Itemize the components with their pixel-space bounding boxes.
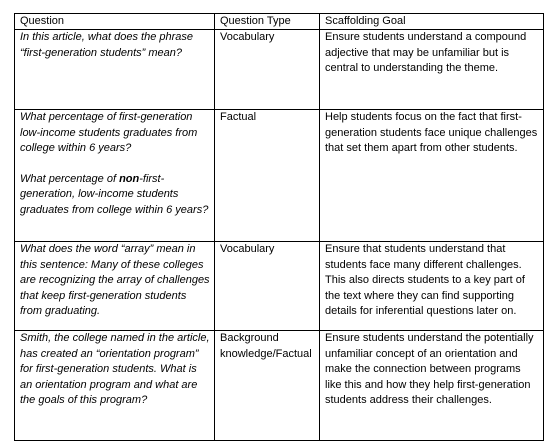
question-cell [15, 30, 215, 110]
question-cell [15, 331, 215, 441]
question-type-cell: Vocabulary [215, 242, 320, 331]
question-text-secondary [20, 172, 210, 219]
scaffolding-question-table [14, 13, 544, 441]
question-text-emphasis: non [119, 172, 140, 185]
scaffolding-goal-cell: Help students focus on the fact that first-generation students face unique challenges that set them apart from other students. [320, 110, 544, 242]
question-text-part: -first-generation, low-income students graduates from college within 6 years? [20, 172, 209, 216]
question-text-part: What percentage of [20, 172, 120, 185]
scaffolding-goal-cell: Ensure students understand a compound adjective that may be unfamiliar but is central to understanding the theme. [320, 30, 544, 110]
question-type-cell: Background knowledge/Factual [215, 331, 320, 441]
table-row [15, 30, 544, 110]
table-header-row [15, 14, 544, 30]
question-text: Smith, the college named in the article, has created an “orientation program” for first-generation students. What is an orientation program and what are the goals of this program? [20, 332, 210, 406]
table-row [15, 110, 544, 242]
table-row [15, 242, 544, 331]
question-type-cell: Factual [215, 110, 320, 242]
header-scaffolding-goal: Scaffolding Goal [320, 14, 544, 30]
question-text: What percentage of first-generation low-income students graduates from college within 6 years? [20, 111, 198, 154]
header-question-type: Question Type [215, 14, 320, 30]
scaffolding-goal-cell: Ensure students understand the potentially unfamiliar concept of an orientation and make the connection between programs like this and how they help first-generation students address their challenges. [320, 331, 544, 441]
question-text: In this article, what does the phrase “first-generation students” mean? [20, 31, 194, 59]
header-question: Question [15, 14, 215, 30]
question-cell [15, 110, 215, 242]
question-cell [15, 242, 215, 331]
question-text: What does the word “array” mean in this sentence: Many of these colleges are recognizing the array of challenges that keep first-generation students from graduating. [20, 243, 210, 317]
question-type-cell: Vocabulary [215, 30, 320, 110]
table-row [15, 331, 544, 441]
scaffolding-goal-cell: Ensure that students understand that students face many different challenges. This also directs students to a key part of the text where they can find supporting details for inferential questions later on. [320, 242, 544, 331]
